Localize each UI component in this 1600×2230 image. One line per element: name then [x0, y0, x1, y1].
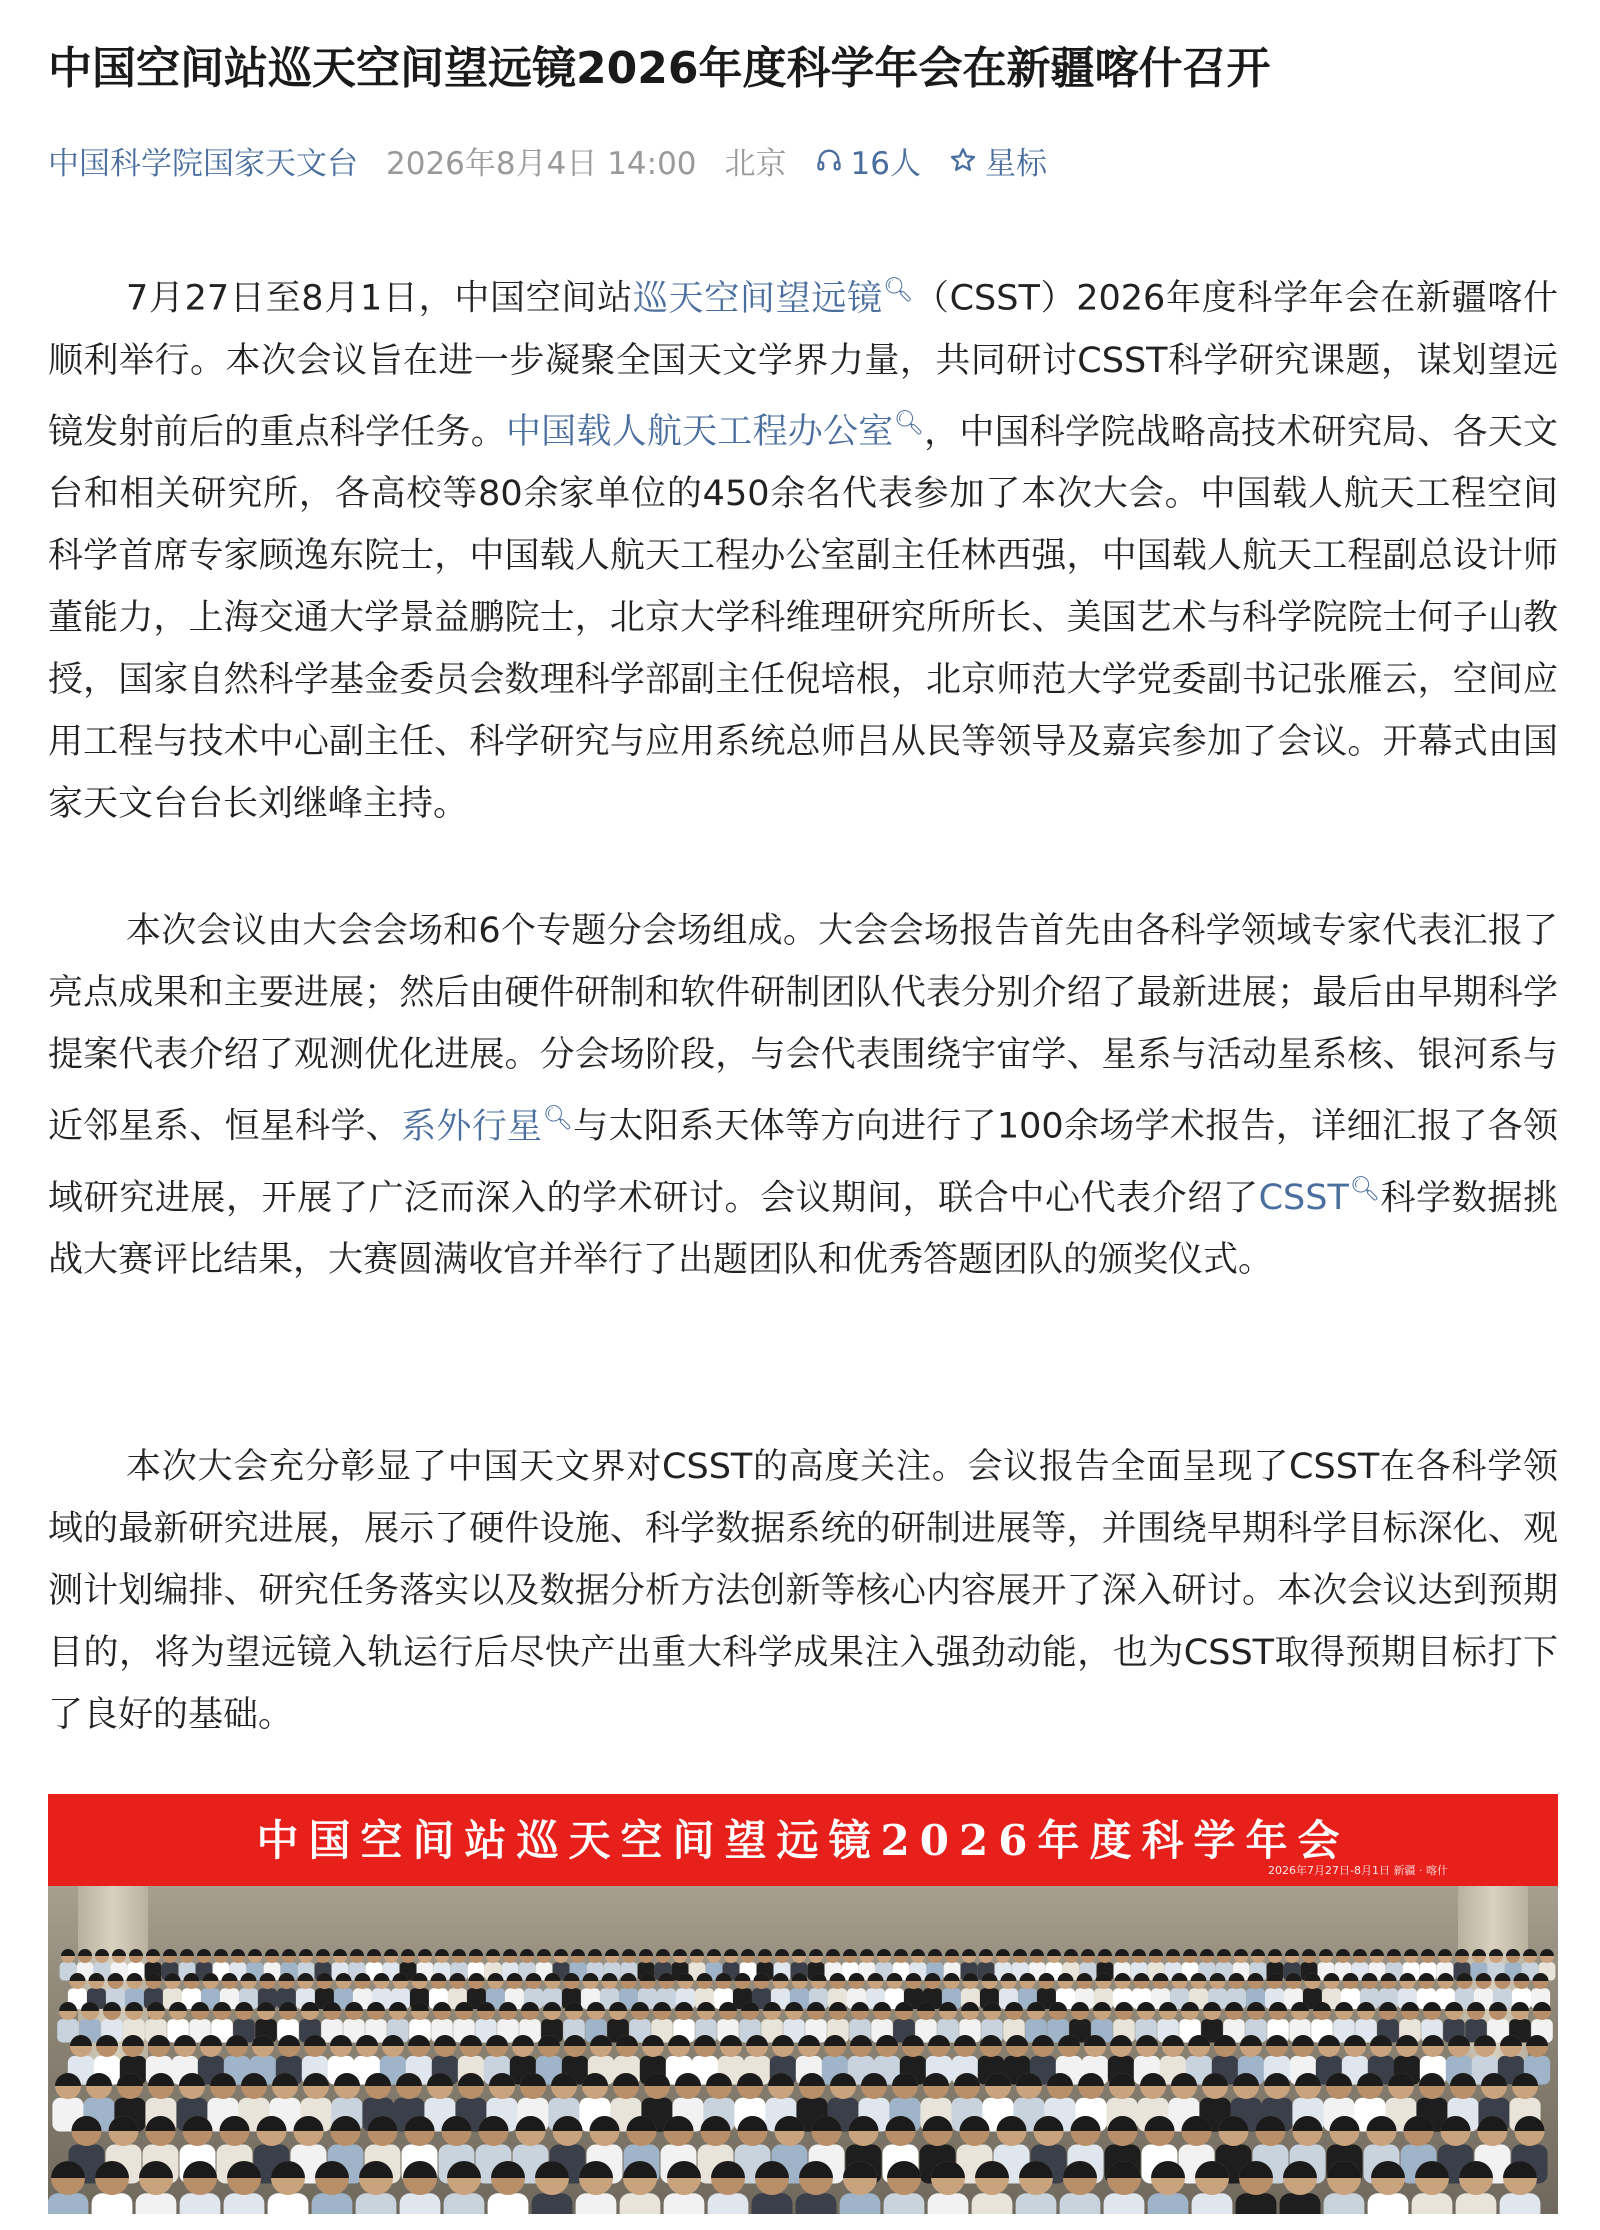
attendee-hair	[826, 1949, 840, 1956]
attendee-body	[400, 2193, 441, 2214]
attendee-hair	[639, 1949, 653, 1956]
paragraph-text: ，中国科学院战略高技术研究局、各天文台和相关研究所，各高校等80余家单位的450余名代表参加了本次大会。中国载人航天工程空间科学首席专家顾逸东院士，中国载人航天工程办公室副主任林西强，中国载人航天工程副总设计师董能力，上海交通大学景益鹏院士，北京大学科维理研究所所长、美国艺术与科学院院士何子山教授，国家自然科学基金委员会数理科学部副主任倪培根，北京师范大学党委副书记张雁云，空间应用工程与技术中心副主任、科学研究与应用系统总师吕从民等领导及嘉宾参加了会议。开幕式由国家天文台台长刘继峰主持。	[48, 412, 1558, 825]
keyword-text: 巡天空间望远镜	[632, 278, 883, 319]
attendee-hair	[1404, 1949, 1418, 1956]
attendee-hair	[1319, 1949, 1333, 1956]
attendee-body	[840, 2193, 881, 2214]
attendee-hair	[214, 1949, 228, 1956]
paragraph-2	[48, 900, 1558, 1291]
attendee-hair	[1285, 1949, 1299, 1956]
attendee-body	[136, 2193, 177, 2214]
attendee-hair	[316, 1949, 330, 1956]
attendee-hair	[401, 1949, 415, 1956]
attendee-hair	[1081, 1949, 1095, 1956]
attendee-body	[488, 2193, 529, 2214]
attendee-hair	[112, 1949, 126, 1956]
attendee-hair	[1421, 1949, 1435, 1956]
attendee-body	[620, 2193, 661, 2214]
attendee-hair	[282, 1949, 296, 1956]
attendee-hair	[690, 1949, 704, 1956]
keyword-text: 系外行星	[401, 1106, 543, 1147]
keyword-link[interactable]	[401, 1103, 574, 1147]
attendee-hair	[1149, 1949, 1163, 1956]
attendee-body	[1456, 2193, 1497, 2214]
attendee-hair	[1200, 1949, 1214, 1956]
attendee-hair	[724, 1949, 738, 1956]
attendee-body	[928, 2193, 969, 2214]
attendee-hair	[843, 1949, 857, 1956]
attendee-hair	[588, 1949, 602, 1956]
attendee-body	[444, 2193, 485, 2214]
attendee-hair	[894, 1949, 908, 1956]
banner-subtitle: 2026年7月27日-8月1日 新疆 · 喀什	[1268, 1864, 1448, 1877]
attendee-hair	[197, 1949, 211, 1956]
attendee-hair	[775, 1949, 789, 1956]
attendee-body	[884, 2193, 925, 2214]
attendee-hair	[1251, 1949, 1265, 1956]
attendee-hair	[537, 1949, 551, 1956]
keyword-link[interactable]	[1258, 1174, 1381, 1219]
headphones-icon	[815, 146, 843, 174]
attendee-hair	[605, 1949, 619, 1956]
article-title: 中国空间站巡天空间望远镜2026年度科学年会在新疆喀什召开	[48, 43, 1271, 94]
attendee-hair	[792, 1949, 806, 1956]
attendee-hair	[95, 1949, 109, 1956]
attendee-hair	[1370, 1949, 1384, 1956]
attendee-hair	[673, 1949, 687, 1956]
attendee-hair	[146, 1949, 160, 1956]
attendee-hair	[469, 1949, 483, 1956]
attendee-hair	[265, 1949, 279, 1956]
attendee-body	[532, 2193, 573, 2214]
paragraph-text: （CSST）2026年度科学年会在新疆喀什顺利举行。本次会议旨在进一步凝聚全国天文学界力量，共同研讨CSST科学研究课题，谋划望远镜发射前后的重点科学任务。	[48, 278, 1558, 453]
attendee-hair	[707, 1949, 721, 1956]
attendee-hair	[520, 1949, 534, 1956]
attendee-hair	[1387, 1949, 1401, 1956]
attendee-hair	[78, 1949, 92, 1956]
attendee-hair	[1115, 1949, 1129, 1956]
photo-banner	[48, 1794, 1558, 1886]
attendee-hair	[1472, 1949, 1486, 1956]
attendee-hair	[503, 1949, 517, 1956]
publish-datetime: 2026年8月4日 14:00	[386, 145, 697, 182]
keyword-link[interactable]	[632, 275, 914, 319]
attendee-body	[708, 2193, 749, 2214]
attendee-hair	[1540, 1949, 1554, 1956]
attendee-body	[1016, 2193, 1057, 2214]
attendee-body	[1148, 2193, 1189, 2214]
star-label: 星标	[984, 145, 1047, 182]
attendee-body	[268, 2193, 309, 2214]
attendee-hair	[486, 1949, 500, 1956]
attendee-hair	[1353, 1949, 1367, 1956]
attendee-hair	[1234, 1949, 1248, 1956]
search-icon: 🔍︎	[893, 408, 925, 437]
attendee-hair	[248, 1949, 262, 1956]
attendee-hair	[1132, 1949, 1146, 1956]
attendee-body	[48, 2193, 88, 2214]
attendee-body	[1280, 2193, 1321, 2214]
attendee-hair	[333, 1949, 347, 1956]
paragraph-text: 7月27日至8月1日，中国空间站	[126, 278, 633, 319]
search-icon: 🔍︎	[882, 275, 914, 303]
attendee-hair	[1030, 1949, 1044, 1956]
banner-title: 中国空间站巡天空间望远镜2026年度科学年会	[256, 1816, 1350, 1865]
attendee-hair	[418, 1949, 432, 1956]
attendee-hair	[452, 1949, 466, 1956]
attendee-hair	[571, 1949, 585, 1956]
attendee-hair	[554, 1949, 568, 1956]
attendee-hair	[1302, 1949, 1316, 1956]
attendee-body	[356, 2193, 397, 2214]
attendee-body	[1412, 2193, 1453, 2214]
attendee-hair	[1336, 1949, 1350, 1956]
attendee-hair	[1268, 1949, 1282, 1956]
attendee-body	[796, 2193, 837, 2214]
attendee-hair	[1455, 1949, 1469, 1956]
attendee-hair	[758, 1949, 772, 1956]
attendee-body	[92, 2193, 133, 2214]
attendee-hair	[1438, 1949, 1452, 1956]
attendee-body	[1368, 2193, 1409, 2214]
attendee-hair	[928, 1949, 942, 1956]
listen-button[interactable]	[815, 138, 921, 183]
attendee-hair	[945, 1949, 959, 1956]
paragraph-3: 本次大会充分彰显了中国天文界对CSST的高度关注。会议报告全面呈现了CSST在各科学领域的最新研究进展，展示了硬件设施、科学数据系统的研制进展等，并围绕早期科学目标深化、观测计划编排、研究任务落实以及数据分析方法创新等核心内容展开了深入研讨。本次会议达到预期目的，将为望远镜入轨运行后尽快产出重大科学成果注入强劲动能，也为CSST取得预期目标打下了良好的基础。	[48, 1447, 1558, 1735]
attendee-hair	[656, 1949, 670, 1956]
keyword-text: CSST	[1258, 1178, 1349, 1219]
attendee-hair	[1523, 1949, 1537, 1956]
attendee-body	[1324, 2193, 1365, 2214]
attendee-hair	[129, 1949, 143, 1956]
attendee-hair	[1489, 1949, 1503, 1956]
group-photo[interactable]	[48, 1794, 1558, 2214]
source-account-link[interactable]: 中国科学院国家天文台	[48, 145, 358, 182]
attendee-body	[972, 2193, 1013, 2214]
attendee-hair	[1013, 1949, 1027, 1956]
attendee-hair	[809, 1949, 823, 1956]
attendee-body	[224, 2193, 265, 2214]
attendee-hair	[231, 1949, 245, 1956]
attendee-body	[1192, 2193, 1233, 2214]
attendee-hair	[622, 1949, 636, 1956]
paragraph-1	[48, 258, 1558, 835]
attendee-hair	[350, 1949, 364, 1956]
attendee-hair	[1183, 1949, 1197, 1956]
attendee-body	[664, 2193, 705, 2214]
attendee-hair	[1098, 1949, 1112, 1956]
attendee-body	[576, 2193, 617, 2214]
attendee-hair	[435, 1949, 449, 1956]
search-icon: 🔍︎	[542, 1103, 574, 1131]
article-meta	[48, 135, 1047, 185]
attendee-body	[1236, 2193, 1277, 2214]
attendee-hair	[299, 1949, 313, 1956]
search-icon: 🔍︎	[1348, 1174, 1381, 1203]
paragraph-text: 本次会议由大会会场和6个专题分会场组成。大会会场报告首先由各科学领域专家代表汇报了亮点成果和主要进展；然后由硬件研制和软件研制团队代表分别介绍了最新进展；最后由早期科学提案代表介绍了观测优化进展。分会场阶段，与会代表围绕宇宙学、星系与活动星系核、银河系与近邻星系、恒星科学、	[48, 911, 1558, 1147]
attendee-hair	[860, 1949, 874, 1956]
attendee-hair	[1166, 1949, 1180, 1956]
attendee-hair	[384, 1949, 398, 1956]
attendee-hair	[996, 1949, 1010, 1956]
attendee-body	[752, 2193, 793, 2214]
star-button[interactable]	[949, 138, 1047, 183]
attendee-hair	[1506, 1949, 1520, 1956]
attendee-hair	[1047, 1949, 1061, 1956]
paragraph-text: 与太阳系天体等方向进行了100余场学术报告，详细汇报了各领域研究进展，开展了广泛而深入的学术研讨。会议期间，联合中心代表介绍了	[48, 1106, 1558, 1219]
attendee-hair	[367, 1949, 381, 1956]
attendee-body	[312, 2193, 353, 2214]
audience-crowd	[48, 1886, 1558, 2214]
publish-location: 北京	[724, 145, 787, 182]
attendee-hair	[979, 1949, 993, 1956]
attendee-hair	[61, 1949, 75, 1956]
attendee-body	[1060, 2193, 1101, 2214]
attendee-body	[1104, 2193, 1145, 2214]
attendee-body	[180, 2193, 221, 2214]
attendee-hair	[163, 1949, 177, 1956]
attendee-hair	[180, 1949, 194, 1956]
keyword-text: 中国载人航天工程办公室	[505, 412, 894, 453]
attendee-hair	[1217, 1949, 1231, 1956]
listen-count: 16人	[850, 145, 921, 182]
attendee-hair	[1064, 1949, 1078, 1956]
star-icon	[949, 146, 977, 174]
attendee-hair	[962, 1949, 976, 1956]
attendee-hair	[877, 1949, 891, 1956]
attendee-hair	[911, 1949, 925, 1956]
conference-hall-image	[48, 1886, 1558, 2214]
paragraph-text: 科学数据挑战大赛评比结果，大赛圆满收官并举行了出题团队和优秀答题团队的颁奖仪式。	[48, 1178, 1558, 1281]
attendee-body	[1500, 2193, 1541, 2214]
attendee-hair	[741, 1949, 755, 1956]
keyword-link[interactable]	[505, 408, 925, 453]
